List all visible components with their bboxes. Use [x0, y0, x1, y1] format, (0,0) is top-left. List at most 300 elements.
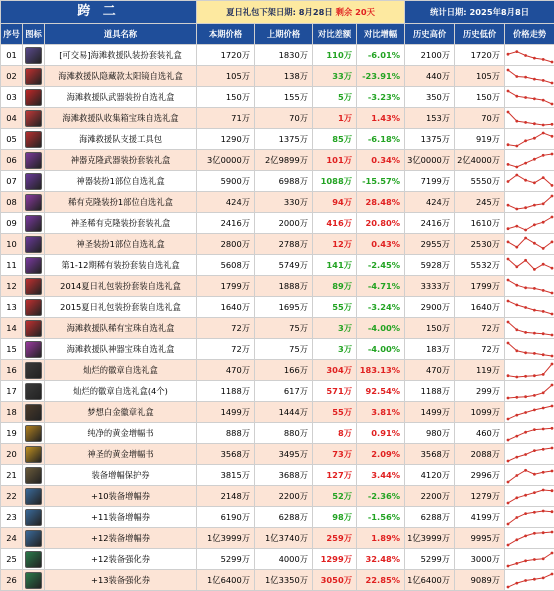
item-name: 稀有克隆装扮1部位自选礼盒	[45, 192, 197, 213]
item-name: 海滩救援队收集箱宝珠自选礼盒	[45, 108, 197, 129]
trend-line	[508, 175, 552, 185]
column-header-row	[1, 24, 554, 45]
trend-point	[551, 312, 554, 315]
trend-point	[542, 58, 545, 61]
trend-point	[515, 496, 518, 499]
item-icon-cell	[23, 360, 45, 381]
hist-low: 2088万	[455, 444, 505, 465]
price-prev: 6288万	[255, 507, 313, 528]
price-now: 1640万	[197, 297, 255, 318]
trend-point	[542, 289, 545, 292]
trend-point	[542, 262, 545, 265]
trend-point	[515, 207, 518, 210]
col-header-no: 序号	[1, 24, 23, 45]
trend-point	[533, 122, 536, 125]
trend-chart	[505, 445, 554, 464]
price-now: 2148万	[197, 486, 255, 507]
row-number: 18	[1, 402, 23, 423]
hist-low: 72万	[455, 339, 505, 360]
price-now: 5900万	[197, 171, 255, 192]
price-prev: 1亿3350万	[255, 570, 313, 591]
trend-point	[524, 395, 527, 398]
price-diff: 304万	[313, 360, 357, 381]
item-name: +10装备增幅券	[45, 486, 197, 507]
row-number: 02	[1, 66, 23, 87]
price-diff: 101万	[313, 150, 357, 171]
table-row	[1, 360, 554, 381]
trend-chart	[505, 67, 554, 86]
item-name: +12装备增幅券	[45, 528, 197, 549]
hist-high: 3568万	[405, 444, 455, 465]
server-title: 跨 二	[1, 1, 197, 24]
table-row	[1, 87, 554, 108]
emblem-icon	[25, 383, 42, 400]
item-icon-cell	[23, 129, 45, 150]
trend-point	[524, 206, 527, 209]
trend-sparkline	[505, 129, 554, 150]
trend-line	[508, 448, 552, 461]
item-name: 神圣装扮1部位自选礼盒	[45, 234, 197, 255]
trend-line	[508, 490, 552, 503]
trend-point	[533, 157, 536, 160]
col-header-hist-low: 历史低价	[455, 24, 505, 45]
trend-line	[508, 511, 552, 524]
hist-high: 4120万	[405, 465, 455, 486]
trend-sparkline	[505, 297, 554, 318]
price-prev: 1375万	[255, 129, 313, 150]
item-name: 海滩救援队稀有宝珠自选礼盒	[45, 318, 197, 339]
trend-point	[551, 572, 554, 575]
item-name: [可交易]海滩救援队装扮套装礼盒	[45, 45, 197, 66]
col-header-pct: 对比增幅	[357, 24, 405, 45]
trend-point	[551, 333, 554, 336]
col-header-diff: 对比差额	[313, 24, 357, 45]
price-now: 72万	[197, 318, 255, 339]
price-pct: -4.71%	[357, 276, 405, 297]
trend-point	[542, 406, 545, 409]
trend-sparkline	[505, 234, 554, 255]
hist-low: 9089万	[455, 570, 505, 591]
price-pct: 32.48%	[357, 549, 405, 570]
trend-point	[507, 227, 510, 230]
price-now: 1499万	[197, 402, 255, 423]
item-icon-cell	[23, 339, 45, 360]
remaining-days: 剩余 20天	[336, 7, 375, 17]
hist-low: 3000万	[455, 549, 505, 570]
hist-high: 470万	[405, 360, 455, 381]
price-prev: 6988万	[255, 171, 313, 192]
price-pct: 3.81%	[357, 402, 405, 423]
ticket-icon	[25, 572, 42, 589]
price-prev: 3495万	[255, 444, 313, 465]
item-name: 灿烂的徽章自选礼盒(4个)	[45, 381, 197, 402]
price-diff: 55万	[313, 297, 357, 318]
trend-point	[542, 353, 545, 356]
gift-box-icon	[25, 89, 42, 106]
trend-point	[524, 411, 527, 414]
trend-point	[524, 468, 527, 471]
item-icon-cell	[23, 192, 45, 213]
trend-point	[524, 534, 527, 537]
trend-line	[508, 70, 552, 83]
price-prev: 330万	[255, 192, 313, 213]
price-prev: 1888万	[255, 276, 313, 297]
price-pct: -4.00%	[357, 318, 405, 339]
price-now: 2800万	[197, 234, 255, 255]
price-prev: 138万	[255, 66, 313, 87]
trend-line	[508, 301, 552, 314]
trend-point	[515, 119, 518, 122]
trend-sparkline	[505, 360, 554, 381]
trend-sparkline	[505, 108, 554, 129]
trend-point	[515, 516, 518, 519]
trend-line	[508, 133, 552, 146]
trend-chart	[505, 571, 554, 590]
price-now: 1799万	[197, 276, 255, 297]
price-pct: -6.01%	[357, 45, 405, 66]
row-number: 23	[1, 507, 23, 528]
hist-high: 2900万	[405, 297, 455, 318]
stat-info	[405, 1, 554, 24]
price-pct: -3.24%	[357, 297, 405, 318]
price-now: 1290万	[197, 129, 255, 150]
price-prev: 70万	[255, 108, 313, 129]
trend-line	[508, 385, 552, 398]
row-number: 14	[1, 318, 23, 339]
price-prev: 2亿9899万	[255, 150, 313, 171]
trend-point	[542, 447, 545, 450]
trend-point	[507, 89, 510, 92]
price-pct: 3.44%	[357, 465, 405, 486]
item-icon-cell	[23, 108, 45, 129]
price-now: 3568万	[197, 444, 255, 465]
price-now: 150万	[197, 87, 255, 108]
trend-point	[533, 449, 536, 452]
header-row	[1, 1, 554, 24]
trend-point	[507, 278, 510, 281]
trend-point	[551, 240, 554, 243]
trend-point	[507, 163, 510, 166]
table-row	[1, 45, 554, 66]
price-prev: 155万	[255, 87, 313, 108]
item-icon-cell	[23, 150, 45, 171]
trend-point	[551, 102, 554, 105]
hist-low: 1610万	[455, 213, 505, 234]
item-icon-cell	[23, 213, 45, 234]
hist-high: 1499万	[405, 402, 455, 423]
price-now: 5608万	[197, 255, 255, 276]
row-number: 24	[1, 528, 23, 549]
hist-low: 1640万	[455, 297, 505, 318]
trend-sparkline	[505, 444, 554, 465]
table-row	[1, 255, 554, 276]
row-number: 17	[1, 381, 23, 402]
item-name: 海滩救援队支援工具包	[45, 129, 197, 150]
trend-sparkline	[505, 423, 554, 444]
trend-sparkline	[505, 381, 554, 402]
price-prev: 2200万	[255, 486, 313, 507]
trend-point	[524, 430, 527, 433]
hist-high: 1亿3999万	[405, 528, 455, 549]
item-name: 神圣的黄金增幅书	[45, 444, 197, 465]
col-header-trend: 价格走势	[505, 24, 554, 45]
trend-point	[524, 178, 527, 181]
trend-point	[507, 180, 510, 183]
item-icon-cell	[23, 171, 45, 192]
hist-low: 72万	[455, 318, 505, 339]
trend-point	[507, 438, 510, 441]
launch-date: 8月28日	[299, 7, 333, 17]
trend-chart	[505, 550, 554, 569]
trend-point	[507, 396, 510, 399]
table-row	[1, 549, 554, 570]
hist-low: 1099万	[455, 402, 505, 423]
item-icon-cell	[23, 507, 45, 528]
hist-high: 150万	[405, 318, 455, 339]
price-pct: 1.89%	[357, 528, 405, 549]
trend-point	[542, 79, 545, 82]
gift-box-icon	[25, 173, 42, 190]
trend-point	[542, 557, 545, 560]
price-pct: 22.85%	[357, 570, 405, 591]
table-row	[1, 108, 554, 129]
trend-line	[508, 343, 552, 356]
trend-point	[533, 472, 536, 475]
trend-chart	[505, 88, 554, 107]
table-row	[1, 528, 554, 549]
item-name: +11装备增幅券	[45, 507, 197, 528]
price-diff: 12万	[313, 234, 357, 255]
price-now: 72万	[197, 339, 255, 360]
hist-high: 2200万	[405, 486, 455, 507]
table-row	[1, 150, 554, 171]
trend-sparkline	[505, 45, 554, 66]
trend-point	[507, 564, 510, 567]
hist-low: 119万	[455, 360, 505, 381]
launch-info	[197, 1, 405, 24]
trend-point	[533, 558, 536, 561]
row-number: 09	[1, 213, 23, 234]
hist-low: 299万	[455, 381, 505, 402]
price-prev: 166万	[255, 360, 313, 381]
price-now: 71万	[197, 108, 255, 129]
item-icon-cell	[23, 402, 45, 423]
trend-chart	[505, 235, 554, 254]
price-now: 3亿0000万	[197, 150, 255, 171]
trend-point	[542, 310, 545, 313]
book-icon	[25, 446, 42, 463]
ticket-icon	[25, 551, 42, 568]
item-name: 神圣稀有克隆装扮套装礼盒	[45, 213, 197, 234]
trend-point	[551, 404, 554, 407]
trend-point	[533, 374, 536, 377]
hist-high: 1亿6400万	[405, 570, 455, 591]
trend-sparkline	[505, 528, 554, 549]
trend-point	[515, 349, 518, 352]
trend-point	[515, 50, 518, 53]
price-diff: 1088万	[313, 171, 357, 192]
hist-low: 1279万	[455, 486, 505, 507]
row-number: 03	[1, 87, 23, 108]
trend-point	[507, 299, 510, 302]
trend-point	[524, 579, 527, 582]
hist-high: 6288万	[405, 507, 455, 528]
trend-point	[542, 488, 545, 491]
trend-point	[551, 354, 554, 357]
item-icon-cell	[23, 276, 45, 297]
item-icon-cell	[23, 45, 45, 66]
price-diff: 73万	[313, 444, 357, 465]
trend-point	[524, 453, 527, 456]
trend-chart	[505, 529, 554, 548]
trend-point	[524, 331, 527, 334]
price-now: 105万	[197, 66, 255, 87]
price-now: 2416万	[197, 213, 255, 234]
price-diff: 8万	[313, 423, 357, 444]
trend-point	[515, 144, 518, 147]
trend-point	[524, 374, 527, 377]
trend-chart	[505, 319, 554, 338]
price-diff: 1万	[313, 108, 357, 129]
gift-box-icon	[25, 257, 42, 274]
price-diff: 127万	[313, 465, 357, 486]
table-row	[1, 486, 554, 507]
price-prev: 4000万	[255, 549, 313, 570]
trend-point	[551, 530, 554, 533]
trend-point	[515, 75, 518, 78]
trend-point	[507, 240, 510, 243]
hist-low: 4199万	[455, 507, 505, 528]
trend-point	[533, 394, 536, 397]
trend-point	[542, 153, 545, 156]
item-name: 海滩救援队武器装扮自选礼盒	[45, 87, 197, 108]
trend-point	[542, 427, 545, 430]
trend-sparkline	[505, 66, 554, 87]
price-pct: -3.23%	[357, 87, 405, 108]
trend-point	[551, 383, 554, 386]
trend-chart	[505, 361, 554, 380]
trend-point	[551, 489, 554, 492]
price-diff: 3万	[313, 318, 357, 339]
launch-label: 夏日礼包下架日期:	[226, 7, 296, 17]
trend-point	[542, 220, 545, 223]
row-number: 19	[1, 423, 23, 444]
trend-point	[524, 54, 527, 57]
trend-point	[551, 184, 554, 187]
trend-point	[524, 512, 527, 515]
price-diff: 85万	[313, 129, 357, 150]
trend-point	[551, 194, 554, 197]
gift-box-icon	[25, 215, 42, 232]
trend-point	[542, 509, 545, 512]
trend-point	[533, 56, 536, 59]
trend-sparkline	[505, 213, 554, 234]
price-now: 1720万	[197, 45, 255, 66]
weapon-box-icon	[25, 152, 42, 169]
trend-point	[533, 577, 536, 580]
price-prev: 1444万	[255, 402, 313, 423]
row-number: 15	[1, 339, 23, 360]
trend-point	[551, 60, 554, 63]
trend-point	[507, 341, 510, 344]
price-diff: 33万	[313, 66, 357, 87]
price-pct: 2.09%	[357, 444, 405, 465]
price-pct: -4.00%	[357, 339, 405, 360]
hist-high: 350万	[405, 87, 455, 108]
table-row	[1, 465, 554, 486]
trend-point	[542, 247, 545, 250]
trend-line	[508, 112, 552, 125]
col-header-name: 道具名称	[45, 24, 197, 45]
gift-box-icon	[25, 320, 42, 337]
item-icon-cell	[23, 486, 45, 507]
row-number: 20	[1, 444, 23, 465]
trend-point	[524, 228, 527, 231]
trend-chart	[505, 277, 554, 296]
price-diff: 259万	[313, 528, 357, 549]
trend-point	[515, 224, 518, 227]
price-diff: 55万	[313, 402, 357, 423]
gift-box-icon	[25, 194, 42, 211]
table-row	[1, 339, 554, 360]
price-now: 1亿3999万	[197, 528, 255, 549]
trend-point	[533, 331, 536, 334]
trend-point	[515, 328, 518, 331]
trend-point	[507, 543, 510, 546]
hist-low: 2996万	[455, 465, 505, 486]
trend-point	[551, 81, 554, 84]
trend-point	[515, 434, 518, 437]
hist-high: 5299万	[405, 549, 455, 570]
table-row	[1, 444, 554, 465]
ticket-icon	[25, 488, 42, 505]
trend-point	[515, 265, 518, 268]
hist-high: 440万	[405, 66, 455, 87]
price-pct: 0.43%	[357, 234, 405, 255]
trend-line	[508, 91, 552, 104]
hist-high: 153万	[405, 108, 455, 129]
price-diff: 89万	[313, 276, 357, 297]
hist-high: 2416万	[405, 213, 455, 234]
trend-point	[533, 241, 536, 244]
item-name: 装备增幅保护券	[45, 465, 197, 486]
trend-point	[533, 428, 536, 431]
trend-line	[508, 574, 552, 587]
item-icon-cell	[23, 549, 45, 570]
trend-point	[507, 110, 510, 113]
trend-line	[508, 406, 552, 419]
trend-chart	[505, 151, 554, 170]
price-diff: 1299万	[313, 549, 357, 570]
trend-point	[533, 77, 536, 80]
trend-point	[533, 352, 536, 355]
trend-line	[508, 280, 552, 293]
trend-point	[524, 493, 527, 496]
price-diff: 3050万	[313, 570, 357, 591]
hist-low: 5532万	[455, 255, 505, 276]
trend-point	[551, 551, 554, 554]
row-number: 04	[1, 108, 23, 129]
price-prev: 2000万	[255, 213, 313, 234]
emblem-icon	[25, 362, 42, 379]
hist-low: 2530万	[455, 234, 505, 255]
trend-point	[551, 266, 554, 269]
trend-point	[515, 165, 518, 168]
item-icon-cell	[23, 465, 45, 486]
item-name: 2015夏日礼包装扮套装自选礼盒	[45, 297, 197, 318]
trend-chart	[505, 403, 554, 422]
trend-point	[507, 143, 510, 146]
